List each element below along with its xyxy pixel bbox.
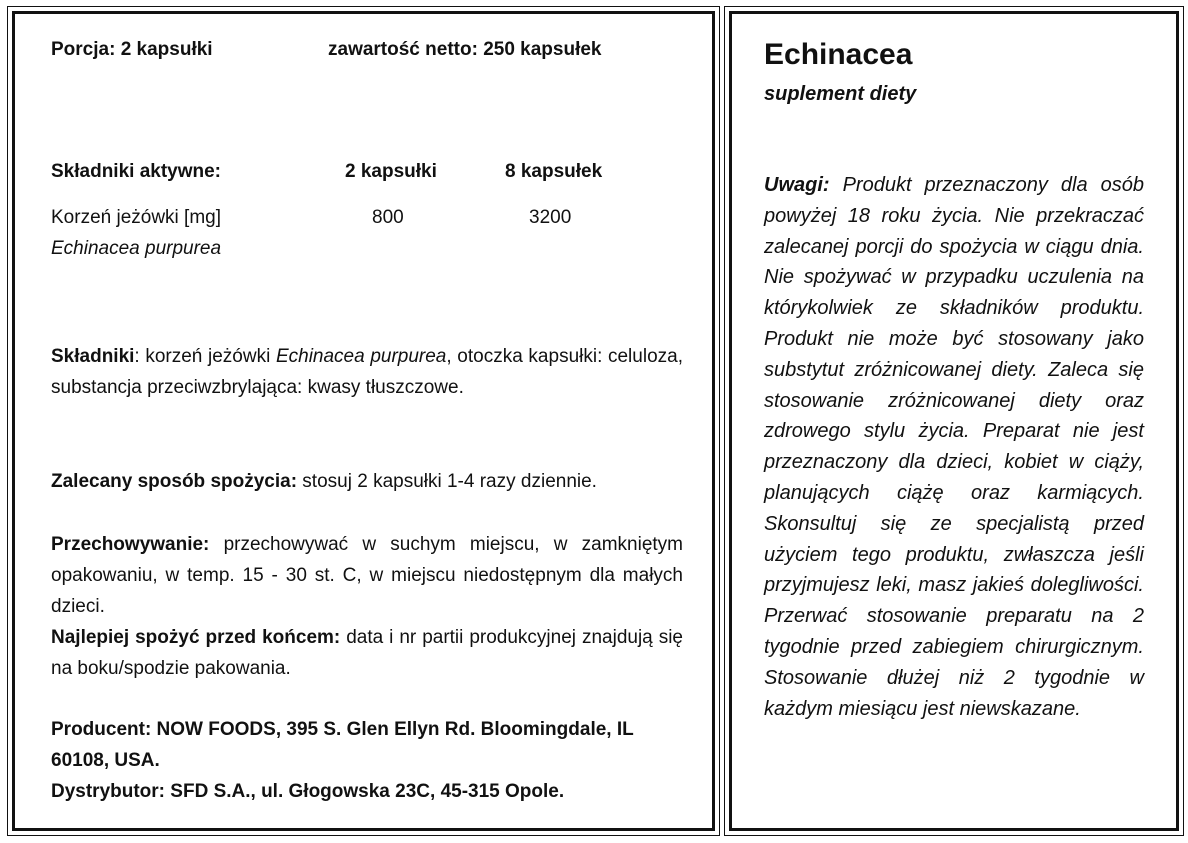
producer-text: Producent: NOW FOODS, 395 S. Glen Ellyn Rd. Bloomingdale, IL 60108, USA. <box>51 719 634 771</box>
usage-text: stosuj 2 kapsułki 1-4 razy dziennie. <box>297 471 597 492</box>
usage-paragraph <box>51 466 683 497</box>
ingredient-name: Korzeń jeżówki [mg] <box>51 207 222 228</box>
ingredients-text-pre: : korzeń jeżówki <box>134 346 276 367</box>
ingredient-value-2-capsules: 800 <box>372 207 404 228</box>
ingredients-text-post: , otoczka kapsułki: celuloza, substancja przeciwzbrylająca: kwasy tłuszczowe. <box>51 346 683 398</box>
active-ingredients-header: Składniki aktywne: <box>51 161 222 182</box>
column-header-2-capsules: 2 kapsułki <box>345 161 437 182</box>
distributor-text: Dystrybutor: SFD S.A., ul. Głogowska 23C, 45-315 Opole. <box>51 781 565 802</box>
storage-text: przechowywać w suchym miejscu, w zamkniętym opakowaniu, w temp. 15 - 30 st. C, w miejscu niedostępnym dla małych dzieci. <box>51 534 683 617</box>
usage-label: Zalecany sposób spożycia: <box>51 471 298 492</box>
warnings-paragraph <box>764 170 1144 724</box>
ingredient-latin-name: Echinacea purpurea <box>51 238 222 259</box>
ingredient-value-8-capsules: 3200 <box>529 207 572 228</box>
ingredients-paragraph <box>51 341 683 403</box>
best-before-paragraph <box>51 622 683 684</box>
ingredients-latin: Echinacea purpurea <box>275 346 447 367</box>
column-header-8-capsules: 8 kapsułek <box>505 161 603 182</box>
portion-label: Porcja: 2 kapsułki <box>51 39 213 60</box>
best-before-text: data i nr partii produkcyjnej znajdują się na boku/spodzie pakowania. <box>51 627 683 679</box>
left-label-panel <box>12 11 715 831</box>
warnings-text: Produkt przeznaczony dla osób powyżej 18 roku życia. Nie przekraczać zalecanej porcji do spożycia w ciągu dnia. Nie spożywać w przypadku uczulenia na którykolwiek ze składników produktu. Produkt nie może być stosowany jako substytut zróżnicowanej diety. Zaleca się stosowanie zróżnicowanej diety oraz zdrowego stylu życia. Preparat nie jest przeznaczony dla dzieci, kobiet w ciąży, planujących ciążę oraz karmiących. Skonsultuj się ze specjalistą przed użyciem tego produktu, zwłaszcza jeśli przyjmujesz leki, masz jakieś dolegliwości. Przerwać stosowanie preparatu na 2 tygodnie przed zabiegiem chirurgicznym. Stosowanie dłużej niż 2 tygodnie w każdym miesiącu jest niewskazane. <box>764 174 1144 720</box>
product-subtitle: suplement diety <box>764 83 917 105</box>
product-title: Echinacea <box>764 38 913 71</box>
ingredients-label: Składniki <box>51 346 135 367</box>
storage-paragraph <box>51 529 683 622</box>
best-before-label: Najlepiej spożyć przed końcem: <box>51 627 341 648</box>
warnings-label: Uwagi: <box>764 174 830 196</box>
right-label-panel <box>729 11 1179 831</box>
storage-label: Przechowywanie: <box>51 534 210 555</box>
net-content-label: zawartość netto: 250 kapsułek <box>328 39 602 60</box>
